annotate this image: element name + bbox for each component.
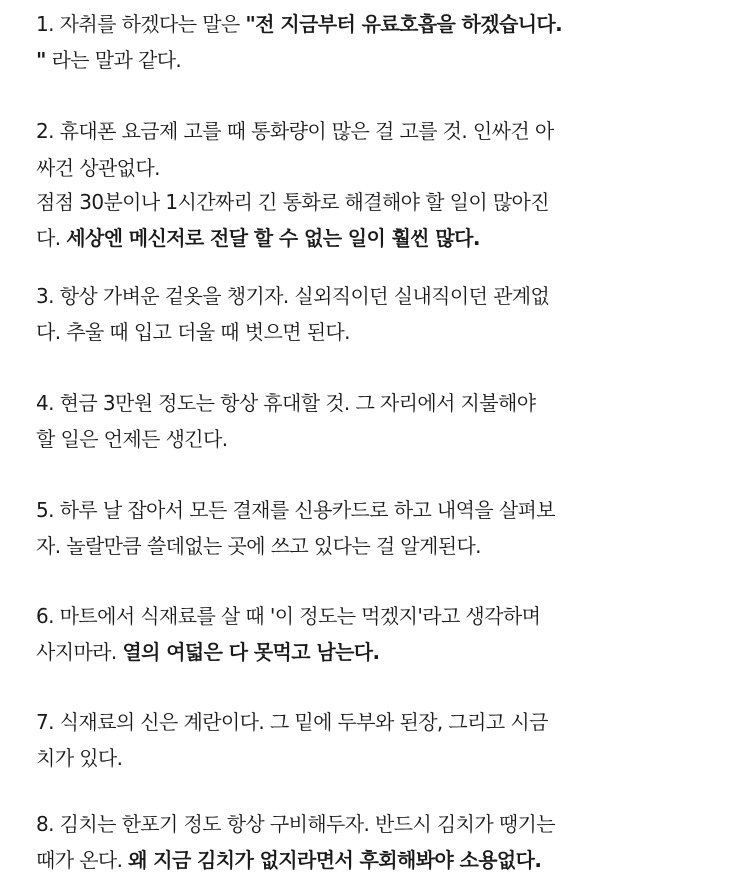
item-6-line-1	[36, 602, 540, 630]
text-segment: 때가 온다.	[36, 848, 129, 872]
item-number: 1.	[36, 12, 54, 36]
item-3-line-2	[36, 318, 350, 346]
text-segment: 자. 놀랄만큼 쓸데없는 곳에 쓰고 있다는 걸 알게된다.	[36, 534, 481, 558]
text-segment: 사지마라.	[36, 640, 123, 664]
item-4-line-2	[36, 425, 228, 453]
item-8-line-2	[36, 846, 541, 874]
item-1-line-2	[36, 46, 181, 74]
text-segment: 식재료의 신은 계란이다. 그 밑에 두부와 된장, 그리고 시금	[59, 710, 548, 734]
item-3-line-1	[36, 282, 549, 310]
item-5-line-2	[36, 532, 481, 560]
bold-text-segment: 세상엔 메신저로 전달 할 수 없는 일이 훨씬 많다.	[66, 226, 480, 250]
item-6-line-2	[36, 638, 380, 666]
item-7-line-1	[36, 708, 548, 736]
bold-text-segment: "전 지금부터 유료호흡을 하겠습니다.	[245, 12, 563, 36]
bold-text-segment: 왜 지금 김치가 없지라면서 후회해봐야 소용없다.	[128, 848, 542, 872]
item-2-line-3	[36, 188, 549, 216]
text-segment: 마트에서 식재료를 살 때 '이 정도는 먹겠지'라고 생각하며	[59, 604, 541, 628]
item-number: 4.	[36, 391, 54, 415]
text-segment: 하루 날 잡아서 모든 결재를 신용카드로 하고 내역을 살펴보	[59, 498, 555, 522]
item-7-line-2	[36, 744, 122, 772]
text-segment: 할 일은 언제든 생긴다.	[36, 427, 228, 451]
item-number: 2.	[36, 119, 54, 143]
bold-text-segment: 열의 여덟은 다 못먹고 남는다.	[122, 640, 380, 664]
text-segment: 싸건 상관없다.	[36, 156, 160, 180]
text-segment: 다. 추울 때 입고 더울 때 벗으면 된다.	[36, 320, 350, 344]
text-segment: 라는 말과 같다.	[45, 48, 182, 72]
item-number: 3.	[36, 284, 54, 308]
text-segment: 점점 30분이나 1시간짜리 긴 통화로 해결해야 할 일이 많아진	[36, 190, 549, 214]
text-segment: 다.	[36, 226, 67, 250]
text-segment: 현금 3만원 정도는 항상 휴대할 것. 그 자리에서 지불해야	[59, 391, 536, 415]
item-number: 8.	[36, 812, 54, 836]
item-5-line-1	[36, 496, 555, 524]
text-segment: 휴대폰 요금제 고를 때 통화량이 많은 걸 고를 것. 인싸건 아	[59, 119, 554, 143]
item-2-line-4	[36, 224, 480, 252]
item-2-line-1	[36, 117, 554, 145]
text-segment: 치가 있다.	[36, 746, 123, 770]
item-number: 5.	[36, 498, 54, 522]
item-1-line-1	[36, 10, 562, 38]
item-number: 7.	[36, 710, 54, 734]
item-number: 6.	[36, 604, 54, 628]
text-segment: 김치는 한포기 정도 항상 구비해두자. 반드시 김치가 땡기는	[59, 812, 555, 836]
text-segment: 항상 가벼운 겉옷을 챙기자. 실외직이던 실내직이던 관계없	[59, 284, 550, 308]
text-segment: 자취를 하겠다는 말은	[59, 12, 246, 36]
item-2-line-2	[36, 154, 160, 182]
bold-text-segment: "	[36, 48, 46, 72]
item-8-line-1	[36, 810, 555, 838]
item-4-line-1	[36, 389, 535, 417]
